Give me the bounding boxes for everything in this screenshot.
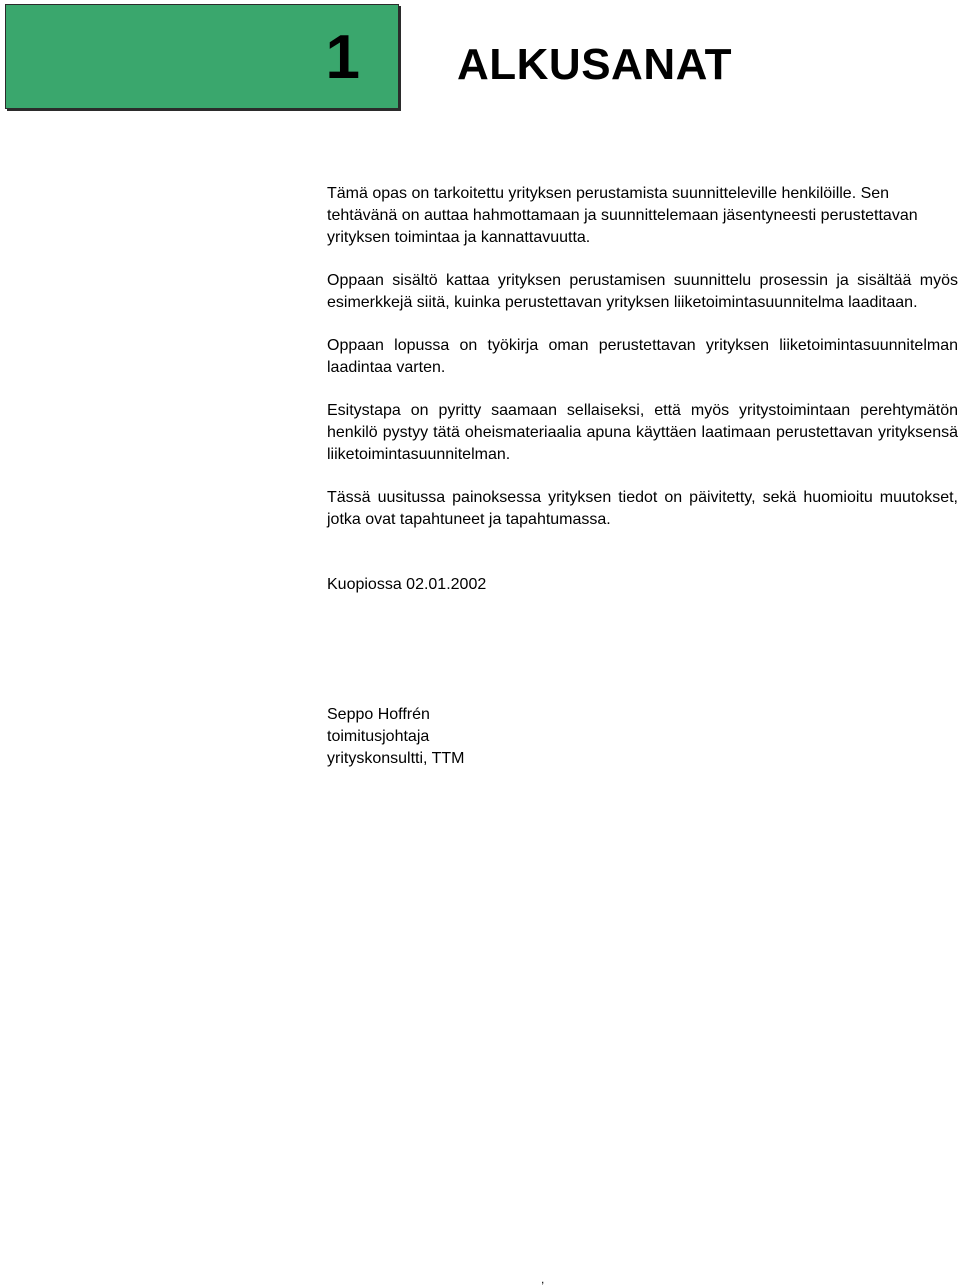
signature-block (327, 704, 958, 770)
paragraph-edition: Tässä uusitussa painoksessa yrityksen tiedot on päivitetty, sekä huomioitu muutokset, jotka ovat tapahtuneet ja tapahtumassa. (327, 489, 958, 528)
signature-title: yrityskonsultti, TTM (327, 750, 465, 767)
chapter-number-box (5, 4, 399, 109)
page-mark: , (541, 1272, 545, 1286)
paragraph-contents: Oppaan sisältö kattaa yrityksen perustamisen suunnittelu prosessin ja sisältää myös esimerkkejä siitä, kuinka perustettavan yrityksen liiketoimintasuunnitelma laaditaan. (327, 272, 958, 311)
chapter-title: ALKUSANAT (457, 40, 732, 89)
chapter-number: 1 (325, 23, 360, 92)
signature-name: Seppo Hoffrén (327, 706, 430, 723)
signature-role: toimitusjohtaja (327, 728, 430, 745)
place-date: Kuopiossa 02.01.2002 (327, 576, 487, 593)
preface-body (327, 183, 958, 770)
paragraph-presentation: Esitystapa on pyritty saamaan sellaiseksi, että myös yritystoimintaan perehtymätön henkilö pystyy tätä oheismateriaalia apuna käyttäen laatimaan perustettavan yrityksensä liiketoimintasuunnitelman. (327, 402, 958, 463)
paragraph-workbook: Oppaan lopussa on työkirja oman perustettavan yrityksen liiketoimintasuunnitelman laadintaa varten. (327, 337, 958, 376)
paragraph-purpose: Tämä opas on tarkoitettu yrityksen perustamista suunnitteleville henkilöille. Sen tehtävänä on auttaa hahmottamaan ja suunnittelemaan jäsentyneesti perustettavan yrityksen toimintaa ja kannattavuutta. (327, 185, 918, 246)
